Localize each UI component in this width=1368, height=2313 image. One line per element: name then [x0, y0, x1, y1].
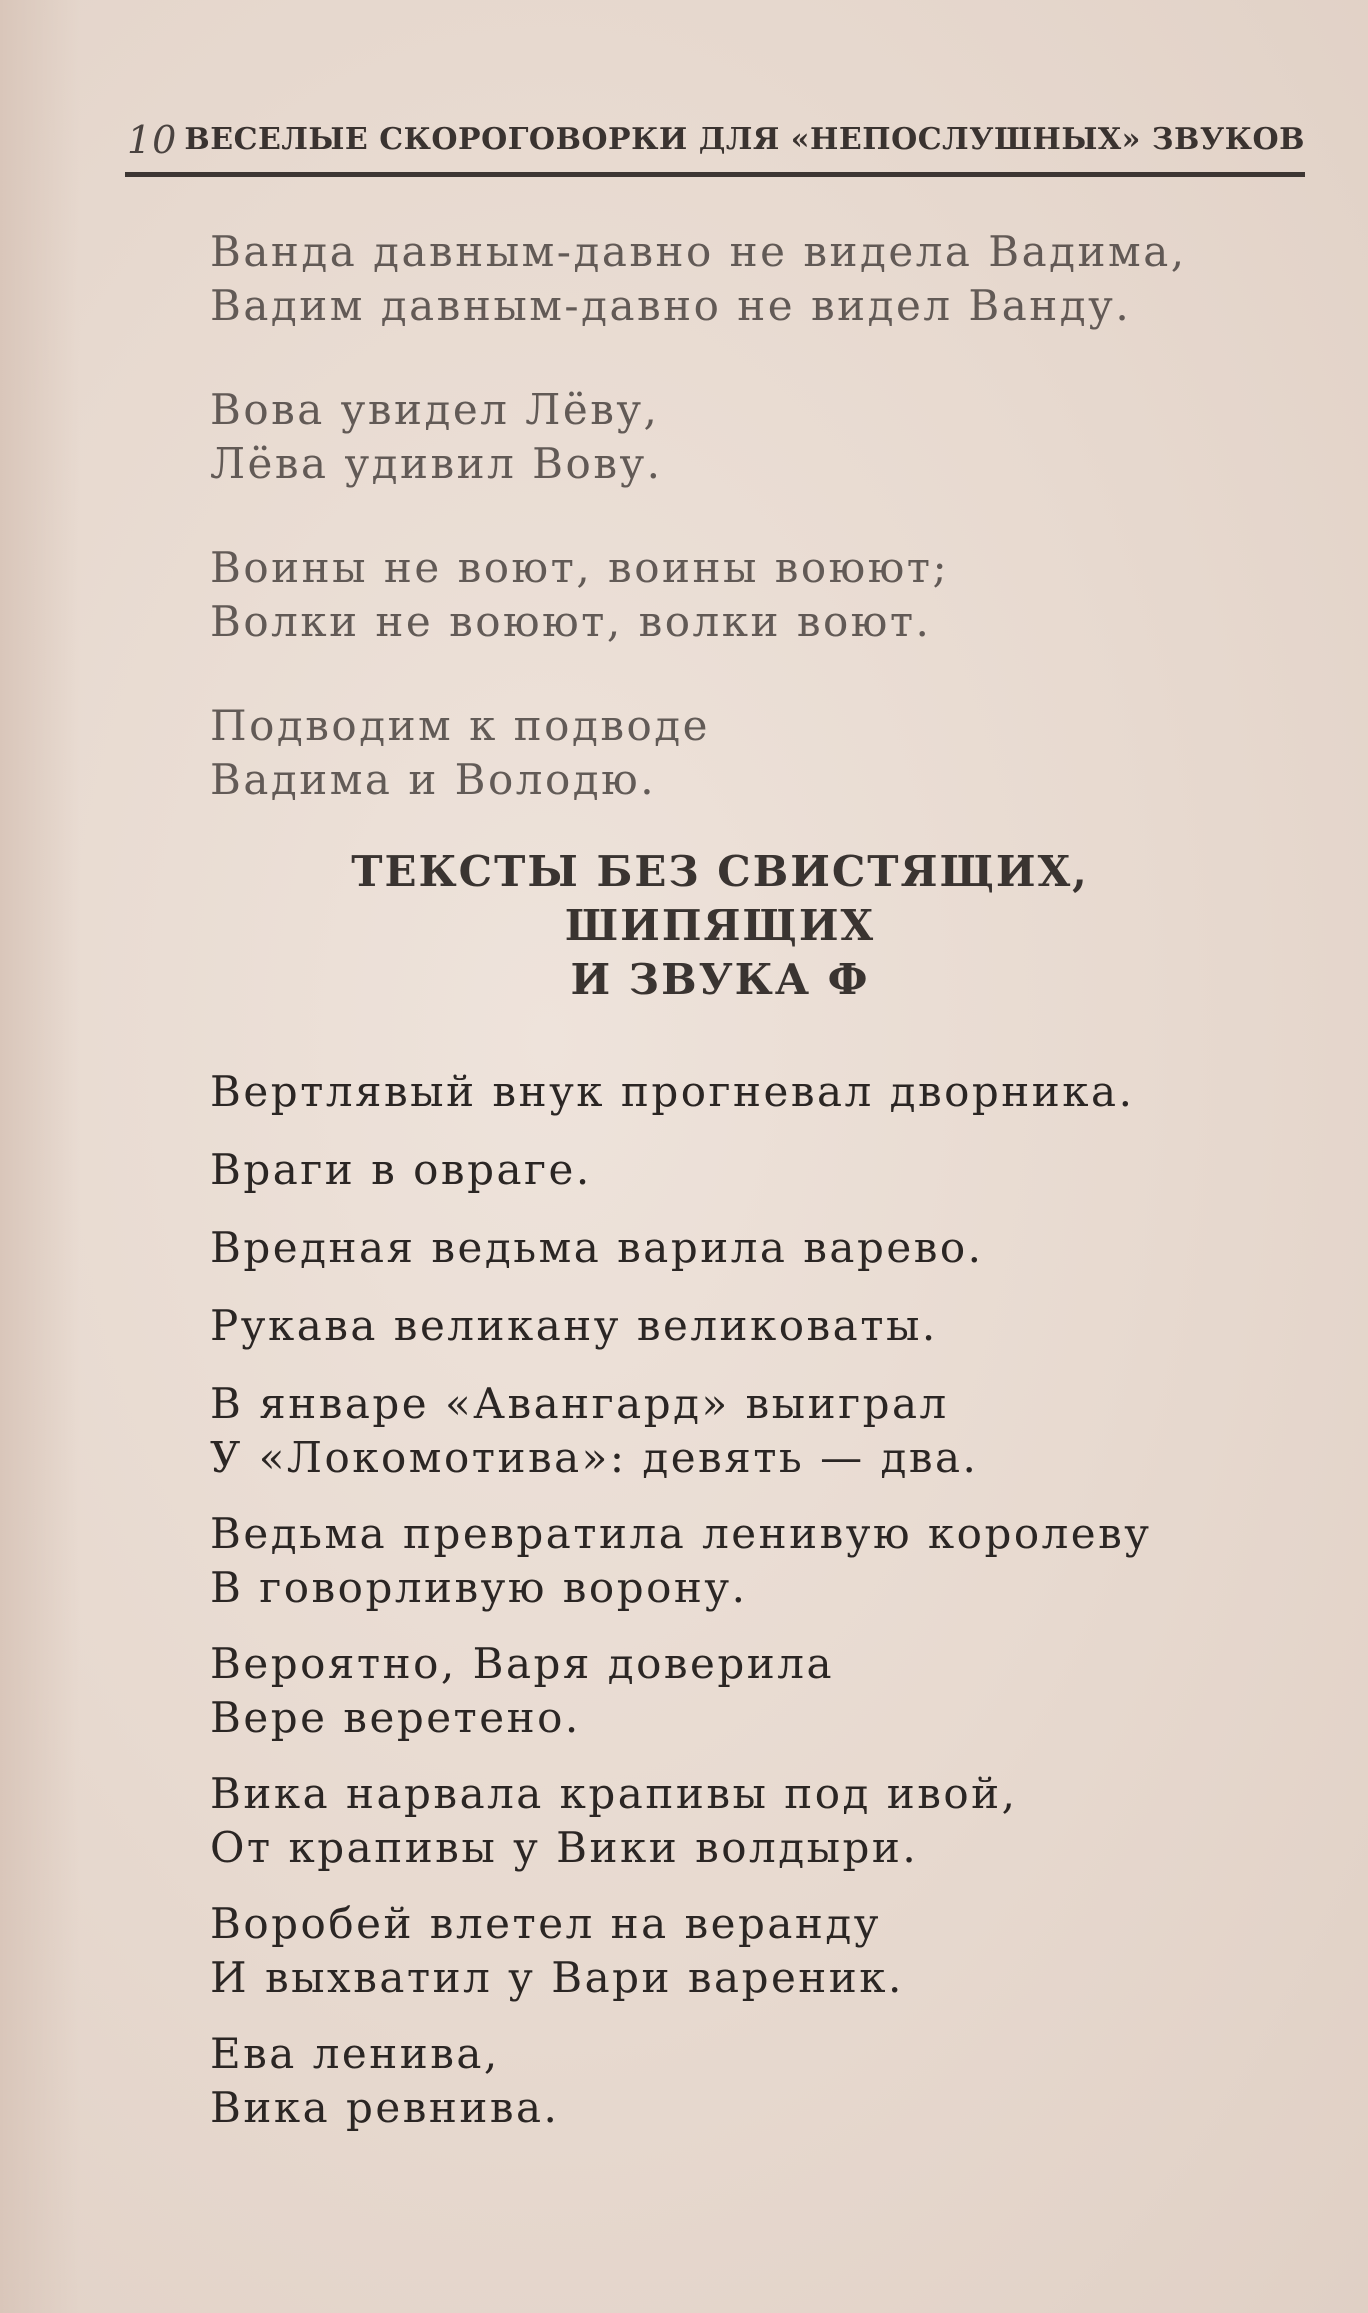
tongue-twister	[210, 383, 1270, 491]
text-line: Вадима и Володю.	[210, 755, 657, 804]
section-title	[210, 845, 1230, 1007]
text-line: Вадим давным-давно не видел Ванду.	[210, 281, 1132, 330]
text-line: Вертлявый внук прогневал дворника.	[210, 1067, 1135, 1116]
section-title-line: ТЕКСТЫ БЕЗ СВИСТЯЩИХ, ШИПЯЩИХ	[351, 847, 1089, 950]
text-line: Воины не воют, воины воюют;	[210, 543, 950, 592]
section-title-line: И ЗВУКА Ф	[570, 955, 870, 1004]
text-line: Ева ленива,	[210, 2029, 500, 2078]
text-line: Вика нарвала крапивы под ивой,	[210, 1769, 1018, 1818]
text-line: Ведьма превратила ленивую королеву	[210, 1509, 1152, 1558]
text-line: Подводим к подводе	[210, 701, 710, 750]
page-content	[210, 225, 1270, 2135]
tongue-twisters-group-top	[210, 225, 1270, 807]
text-line: От крапивы у Вики волдыри.	[210, 1823, 919, 1872]
header-rule	[125, 172, 1305, 177]
tongue-twister	[210, 225, 1270, 333]
text-line: Вере веретено.	[210, 1693, 581, 1742]
page-gutter-shadow	[0, 0, 80, 2313]
text-line: В январе «Авангард» выиграл	[210, 1379, 949, 1428]
text-line: Воробей влетел на веранду	[210, 1899, 881, 1948]
text-line: Вова увидел Лёву,	[210, 385, 660, 434]
text-line: Лёва удивил Вову.	[210, 439, 663, 488]
text-line: Волки не воюют, волки воют.	[210, 597, 932, 646]
tongue-twister	[210, 699, 1270, 807]
text-line: В говорливую ворону.	[210, 1563, 748, 1612]
page-number: 10	[127, 118, 178, 162]
tongue-twister	[210, 1507, 1270, 1615]
text-line: Вероятно, Варя доверила	[210, 1639, 834, 1688]
text-line: У «Локомотива»: девять — два.	[210, 1433, 979, 1482]
tongue-twister	[210, 1637, 1270, 1745]
tongue-twister	[210, 1897, 1270, 2005]
text-line: И выхватил у Вари вареник.	[210, 1953, 904, 2002]
tongue-twister	[210, 1377, 1270, 1485]
tongue-twisters-group-bottom	[210, 1065, 1270, 2135]
tongue-twister	[210, 2027, 1270, 2135]
page-header	[125, 112, 1305, 182]
text-line: Враги в овраге.	[210, 1145, 592, 1194]
tongue-twister	[210, 1065, 1270, 1119]
tongue-twister	[210, 1767, 1270, 1875]
tongue-twister	[210, 541, 1270, 649]
text-line: Рукава великану великоваты.	[210, 1301, 938, 1350]
running-title: ВЕСЕЛЫЕ СКОРОГОВОРКИ ДЛЯ «НЕПОСЛУШНЫХ» ЗВУКОВ	[184, 122, 1305, 157]
text-line: Вредная ведьма варила варево.	[210, 1223, 984, 1272]
tongue-twister	[210, 1143, 1270, 1197]
text-line: Вика ревнива.	[210, 2083, 560, 2132]
text-line: Ванда давным-давно не видела Вадима,	[210, 227, 1187, 276]
tongue-twister	[210, 1299, 1270, 1353]
tongue-twister	[210, 1221, 1270, 1275]
